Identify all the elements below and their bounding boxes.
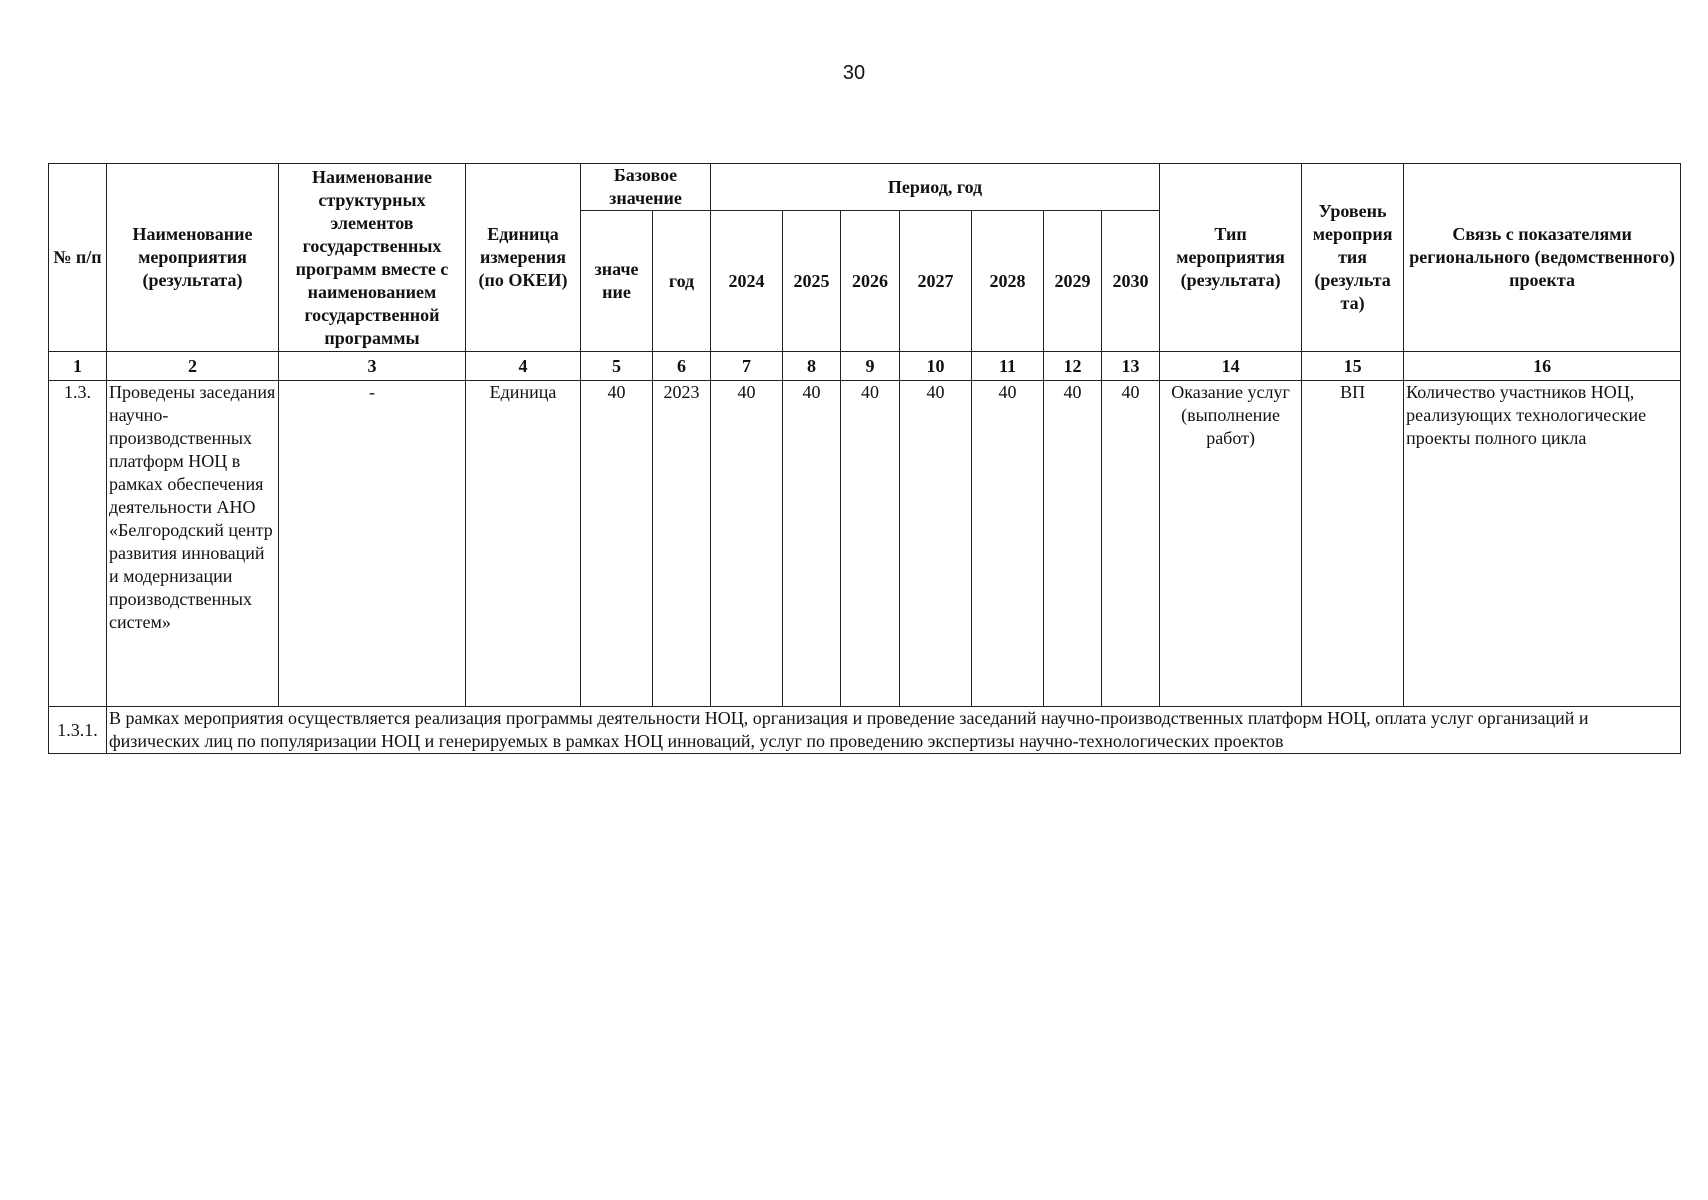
header-col-unit: Единица измерения (по ОКЕИ) bbox=[466, 164, 581, 352]
column-number: 11 bbox=[972, 352, 1044, 381]
table-row bbox=[49, 381, 1681, 707]
column-number: 8 bbox=[783, 352, 841, 381]
column-number: 3 bbox=[279, 352, 466, 381]
value-2028: 40 bbox=[972, 381, 1044, 707]
column-number-row bbox=[49, 352, 1681, 381]
value-2029: 40 bbox=[1044, 381, 1102, 707]
column-number: 2 bbox=[107, 352, 279, 381]
activity-name: Проведены заседания научно-производственных платформ НОЦ в рамках обеспечения деятельности АНО «Белгородский центр развития инноваций и модернизации производственных систем» bbox=[107, 381, 279, 707]
header-col-link: Связь с показателями регионального (ведомственного) проекта bbox=[1404, 164, 1681, 352]
column-number: 13 bbox=[1102, 352, 1160, 381]
activity-level: ВП bbox=[1302, 381, 1404, 707]
value-2025: 40 bbox=[783, 381, 841, 707]
column-number: 10 bbox=[900, 352, 972, 381]
header-col-name: Наименование мероприятия (результата) bbox=[107, 164, 279, 352]
header-col-num: № п/п bbox=[49, 164, 107, 352]
value-2024: 40 bbox=[711, 381, 783, 707]
base-value: 40 bbox=[581, 381, 653, 707]
header-year-2027: 2027 bbox=[900, 211, 972, 352]
header-year-2025: 2025 bbox=[783, 211, 841, 352]
header-col-level: Уровень мероприя тия (результа та) bbox=[1302, 164, 1404, 352]
activities-table bbox=[48, 163, 1681, 754]
project-indicator-link: Количество участников НОЦ, реализующих технологические проекты полного цикла bbox=[1404, 381, 1681, 707]
base-year: 2023 bbox=[653, 381, 711, 707]
header-row-top bbox=[49, 164, 1681, 211]
value-2026: 40 bbox=[841, 381, 900, 707]
column-number: 9 bbox=[841, 352, 900, 381]
note-row bbox=[49, 707, 1681, 754]
header-col-type: Тип мероприятия (результата) bbox=[1160, 164, 1302, 352]
column-number: 15 bbox=[1302, 352, 1404, 381]
header-year-2024: 2024 bbox=[711, 211, 783, 352]
unit-of-measure: Единица bbox=[466, 381, 581, 707]
activity-type: Оказание услуг (выполнение работ) bbox=[1160, 381, 1302, 707]
page-number: 30 bbox=[842, 62, 866, 84]
header-base-year: год bbox=[653, 211, 711, 352]
value-2027: 40 bbox=[900, 381, 972, 707]
header-year-2028: 2028 bbox=[972, 211, 1044, 352]
column-number: 7 bbox=[711, 352, 783, 381]
header-base-group: Базовое значение bbox=[581, 164, 711, 211]
header-base-value: значе ние bbox=[581, 211, 653, 352]
column-number: 5 bbox=[581, 352, 653, 381]
header-year-2030: 2030 bbox=[1102, 211, 1160, 352]
column-number: 6 bbox=[653, 352, 711, 381]
header-col-structural: Наименование структурных элементов государственных программ вместе с наименованием государственной программы bbox=[279, 164, 466, 352]
header-year-2029: 2029 bbox=[1044, 211, 1102, 352]
structural-elements: - bbox=[279, 381, 466, 707]
header-year-2026: 2026 bbox=[841, 211, 900, 352]
note-number: 1.3.1. bbox=[49, 707, 107, 754]
column-number: 16 bbox=[1404, 352, 1681, 381]
column-number: 12 bbox=[1044, 352, 1102, 381]
column-number: 14 bbox=[1160, 352, 1302, 381]
column-number: 4 bbox=[466, 352, 581, 381]
row-number: 1.3. bbox=[49, 381, 107, 707]
note-text: В рамках мероприятия осуществляется реализация программы деятельности НОЦ, организация и проведение заседаний научно-производственных платформ НОЦ, оплата услуг организаций и физических лиц по популяризации НОЦ и генерируемых в рамках НОЦ инноваций, услуг по проведению экспертизы научно-технологических проектов bbox=[107, 707, 1681, 754]
header-period-group: Период, год bbox=[711, 164, 1160, 211]
value-2030: 40 bbox=[1102, 381, 1160, 707]
column-number: 1 bbox=[49, 352, 107, 381]
